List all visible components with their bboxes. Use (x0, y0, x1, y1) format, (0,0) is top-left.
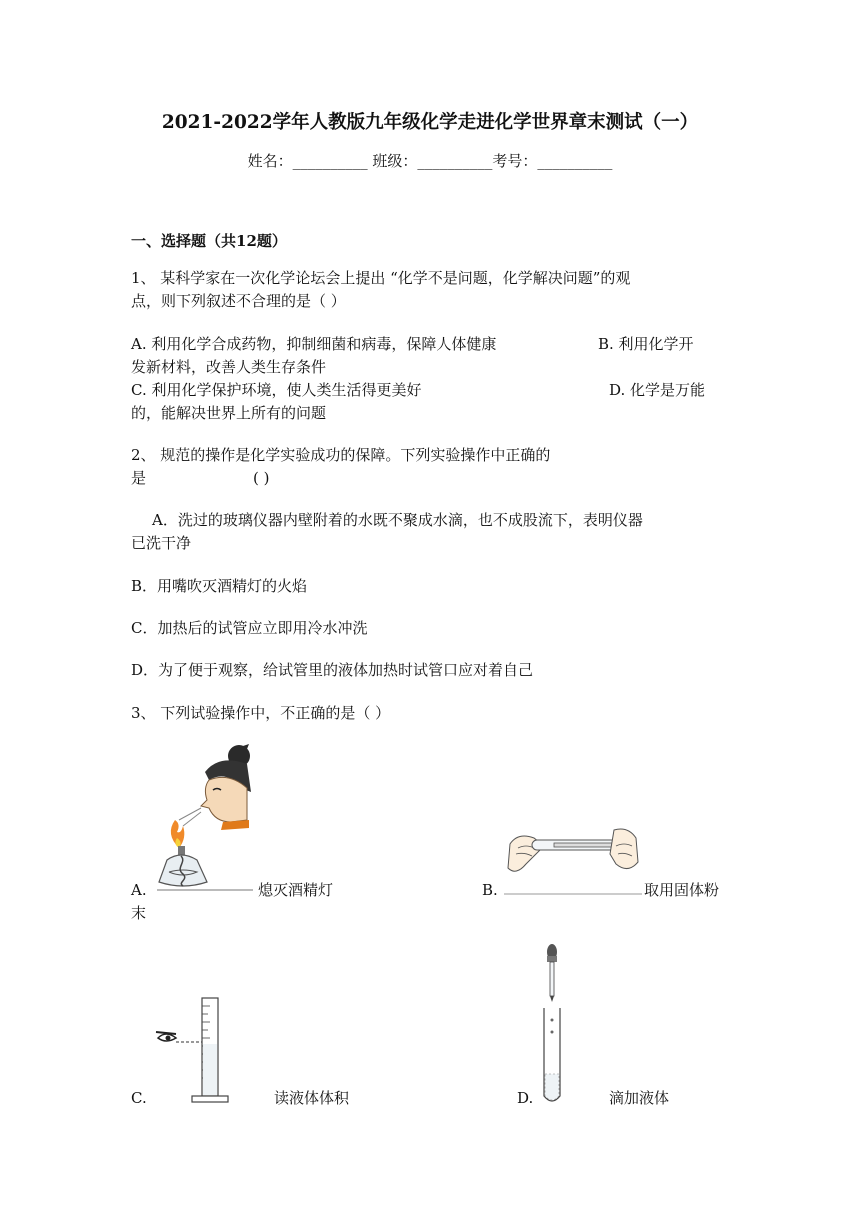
q3-option-c-text: 读液体体积 (274, 1089, 350, 1107)
q2-stem-line2: 是 (131, 469, 147, 487)
q1-option-d: D. 化学是万能 (609, 381, 706, 399)
blowing-alcohol-lamp-figure (157, 742, 253, 894)
q2-option-b: B．用嘴吹灭酒精灯的火焰 (131, 577, 308, 595)
q3-option-b-text: 取用固体粉 (644, 881, 720, 899)
q2-option-a-continued: 已洗干净 (131, 534, 192, 552)
q3-option-a-letter: A. (131, 881, 147, 899)
document-title: 2021-2022学年人教版九年级化学走进化学世界章末测试（一） (161, 112, 699, 133)
q3-option-c-letter: C. (131, 1089, 147, 1107)
q2-stem-line1: 2、 规范的操作是化学实验成功的保障。下列实验操作中正确的 (131, 446, 551, 464)
test-tube-powder-figure (504, 824, 642, 896)
q3-option-d-letter: D. (517, 1089, 534, 1107)
q3-stem: 3、 下列试验操作中，不正确的是（ ） (131, 704, 391, 722)
q2-option-d: D．为了便于观察，给试管里的液体加热时试管口应对着自己 (131, 661, 534, 679)
q2-option-c: C．加热后的试管应立即用冷水冲洗 (131, 619, 368, 637)
q1-option-d-continued: 的，能解决世界上所有的问题 (131, 404, 327, 422)
q1-option-b-continued: 发新材料，改善人类生存条件 (131, 358, 327, 376)
q1-option-a: A. 利用化学合成药物，抑制细菌和病毒，保障人体健康 (131, 335, 497, 353)
q3-option-b-letter: B. (482, 881, 498, 899)
q1-option-b: B. 利用化学开 (598, 335, 694, 353)
q3-option-a-text: 熄灭酒精灯 (258, 881, 334, 899)
q1-stem-line2: 点，则下列叙述不合理的是（ ） (131, 292, 346, 310)
q3-option-d-text: 滴加液体 (609, 1089, 670, 1107)
q2-option-a: A．洗过的玻璃仪器内壁附着的水既不聚成水滴，也不成股流下，表明仪器 (152, 511, 643, 529)
q1-stem-line1: 1、 某科学家在一次化学论坛会上提出 “化学不是问题，化学解决问题”的观 (131, 269, 631, 287)
q1-option-c: C. 利用化学保护环境，使人类生活得更美好 (131, 381, 422, 399)
student-info-line: 姓名：__________ 班级：__________考号：__________ (247, 152, 613, 170)
dropper-test-tube-figure (538, 940, 570, 1108)
graduated-cylinder-figure (154, 994, 236, 1106)
section-heading: 一、选择题（共12题） (131, 232, 287, 250)
q3-option-b-continued: 末 (131, 904, 147, 922)
q2-answer-paren: ( ) (253, 469, 270, 487)
